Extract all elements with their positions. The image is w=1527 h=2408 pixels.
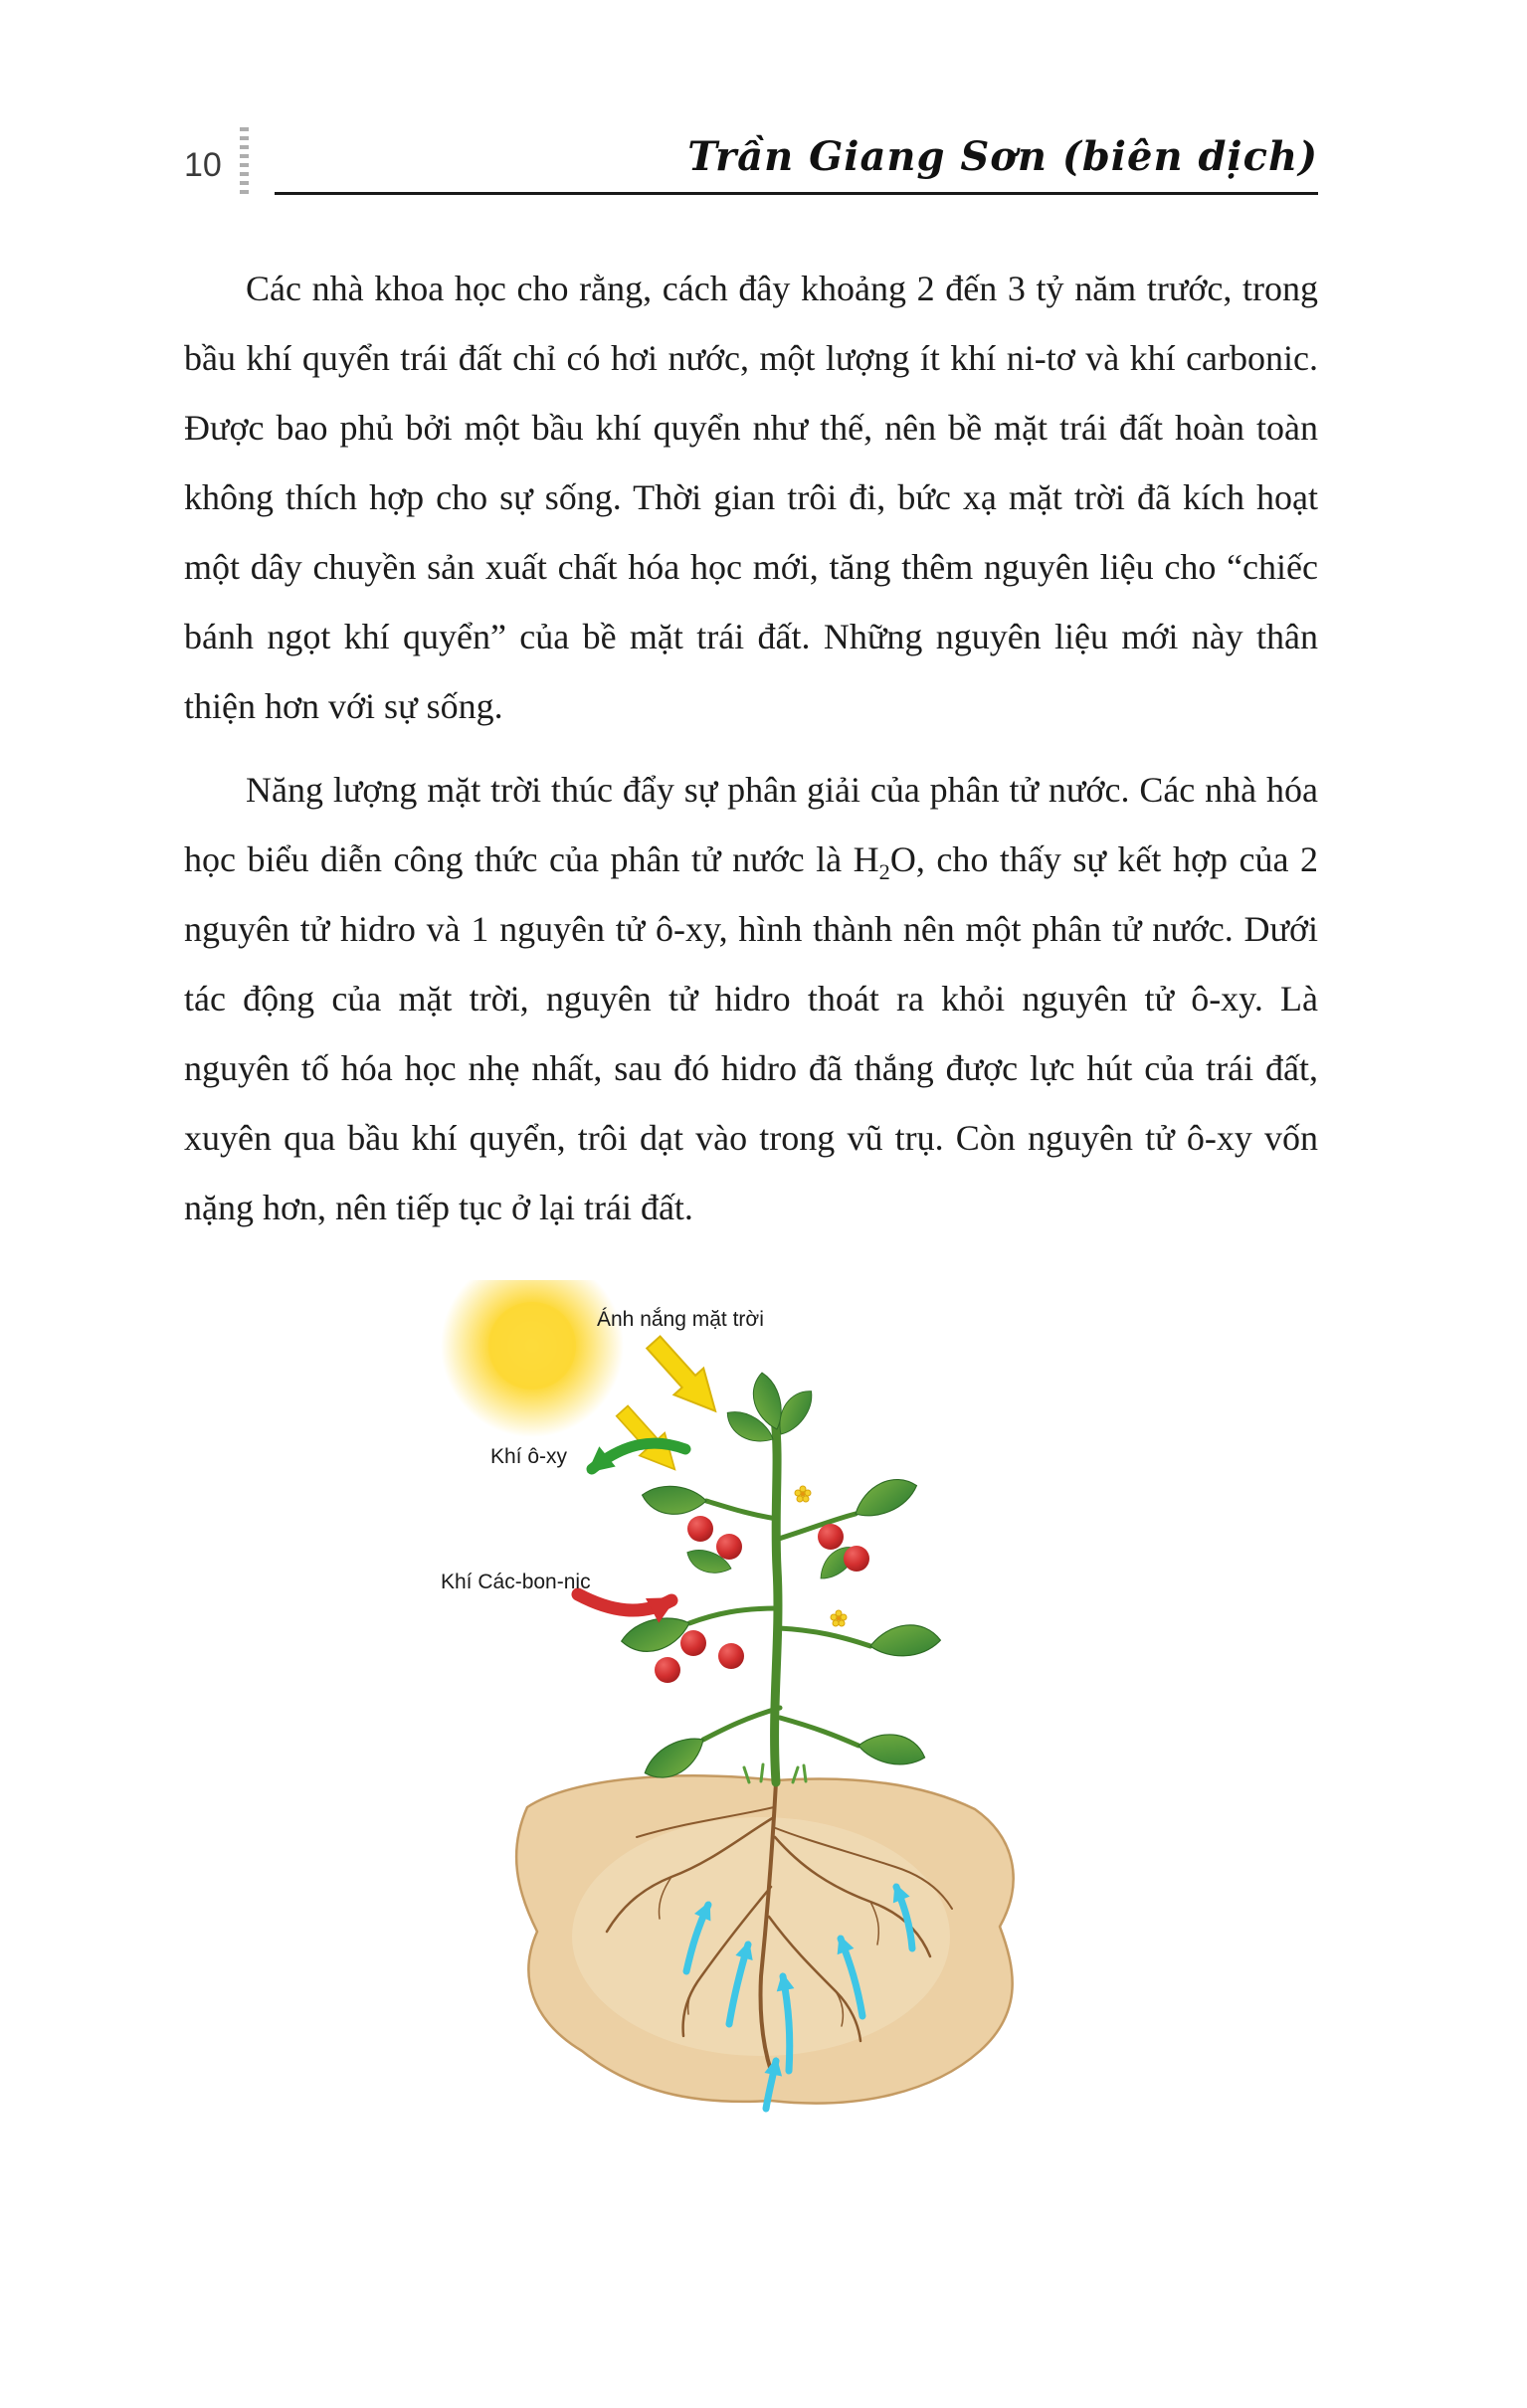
sunlight-arrows-icon — [610, 1329, 730, 1481]
photosynthesis-illustration — [433, 1280, 1069, 2118]
sunlight-label: Ánh nắng mặt trời — [597, 1308, 764, 1331]
decorative-diamond-bar — [240, 127, 249, 195]
formula-subscript: 2 — [878, 859, 890, 885]
tomato-fruits — [655, 1516, 869, 1683]
sun-icon — [441, 1280, 624, 1437]
page-header — [184, 127, 1318, 195]
page-number: 10 — [184, 146, 222, 184]
paragraph-2-text-before: Năng lượng mặt trời thúc đẩy sự phân giải của phân tử nước. Các nhà hóa học biểu diễn công thức của phân tử nước là H — [184, 770, 1318, 879]
carbon-dioxide-arrow-icon — [578, 1594, 671, 1610]
page-body — [184, 254, 1318, 2118]
paragraph-2 — [184, 755, 1318, 1242]
soil-cross-section — [516, 1764, 1014, 2109]
oxygen-label: Khí ô-xy — [490, 1445, 568, 1468]
tomato-plant — [620, 1372, 941, 1784]
header-rule — [275, 133, 1318, 195]
running-header: Trần Giang Sơn (biên dịch) — [687, 133, 1318, 180]
carbon-dioxide-label: Khí Các-bon-nic — [441, 1571, 591, 1593]
paragraph-2-text-after: O, cho thấy sự kết hợp của 2 nguyên tử hidro và 1 nguyên tử ô-xy, hình thành nên một phân tử nước. Dưới tác động của mặt trời, nguyên tử hidro thoát ra khỏi nguyên tử ô-xy. Là nguyên tố hóa học nhẹ nhất, sau đó hidro đã thắng được lực hút của trái đất, xuyên qua bầu khí quyển, trôi dạt vào trong vũ trụ. Còn nguyên tử ô-xy vốn nặng hơn, nên tiếp tục ở lại trái đất. — [184, 839, 1318, 1227]
photosynthesis-figure — [433, 1280, 1069, 2118]
paragraph-1: Các nhà khoa học cho rằng, cách đây khoảng 2 đến 3 tỷ năm trước, trong bầu khí quyển trái đất chỉ có hơi nước, một lượng ít khí ni-tơ và khí carbonic. Được bao phủ bởi một bầu khí quyển như thế, nên bề mặt trái đất hoàn toàn không thích hợp cho sự sống. Thời gian trôi đi, bức xạ mặt trời đã kích hoạt một dây chuyền sản xuất chất hóa học mới, tăng thêm nguyên liệu cho “chiếc bánh ngọt khí quyển” của bề mặt trái đất. Những nguyên liệu mới này thân thiện hơn với sự sống. — [184, 269, 1318, 726]
